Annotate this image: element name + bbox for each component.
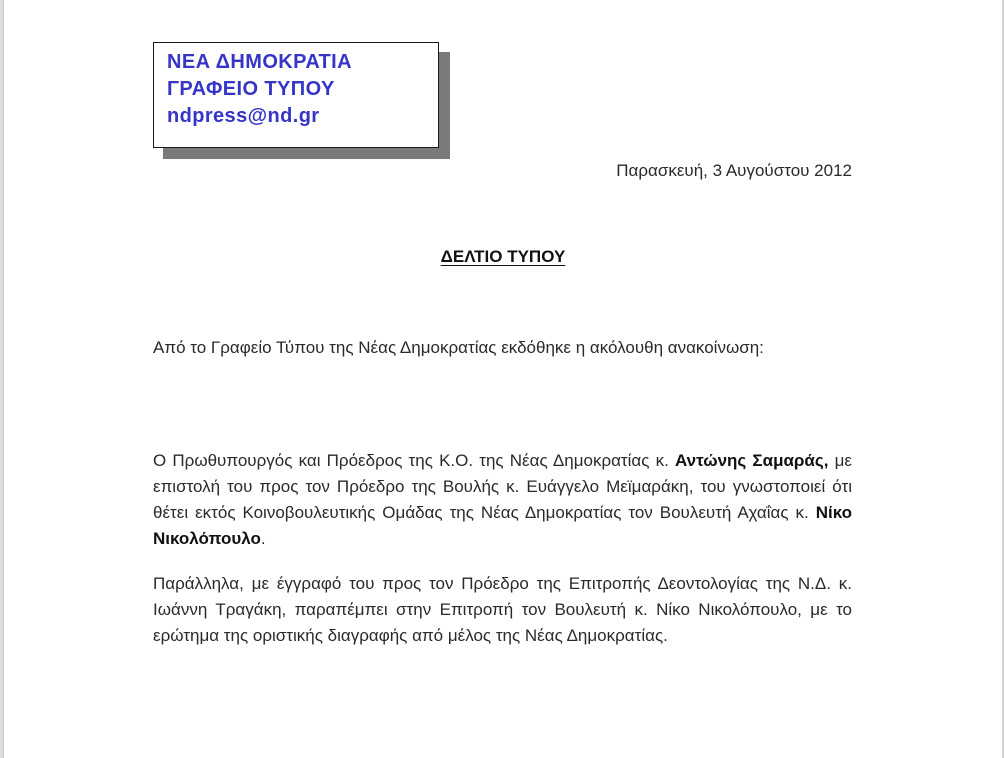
document-title: ΔΕΛΤΙΟ ΤΥΠΟΥ [440, 247, 566, 266]
page-edge-left [0, 0, 4, 758]
document-date: Παρασκευή, 3 Αυγούστου 2012 [616, 161, 852, 180]
bold-name-samaras: Αντώνης Σαμαράς, [675, 451, 829, 470]
paragraph-intro: Από το Γραφείο Τύπου της Νέας Δημοκρατίας εκδόθηκε η ακόλουθη ανακοίνωση: [153, 338, 764, 357]
paragraph-text: με επιστολή του προς τον Πρόεδρο της Βουλής κ. Ευάγγελο Μεϊμαράκη, του γνωστοποιεί ότι θέτει εκτός Κοινοβουλευτικής Ομάδας της Νέας Δημοκρατίας τον Βουλευτή Αχαΐας κ. [153, 451, 852, 522]
letterhead-email: ndpress@nd.gr [167, 105, 320, 127]
letterhead-box [153, 42, 439, 148]
bold-name-nikolopoulos: Νίκο Νικολόπουλο [153, 503, 852, 548]
paragraph-referral: Παράλληλα, με έγγραφό του προς τον Πρόεδρο της Επιτροπής Δεοντολογίας της Ν.Δ. κ. Ιωάννη Τραγάκη, παραπέμπει στην Επιτροπή τον Βουλευτή κ. Νίκο Νικολόπουλο, με το ερώτημα της οριστικής διαγραφής από μέλος της Νέας Δημοκρατίας. [153, 574, 852, 645]
letterhead-press-office: ΓΡΑΦΕΙΟ ΤΥΠΟΥ [167, 78, 335, 100]
letterhead-party-name: ΝΕΑ ΔΗΜΟΚΡΑΤΙΑ [167, 51, 352, 73]
paragraph-announcement [153, 448, 852, 552]
paragraph-text: Ο Πρωθυπουργός και Πρόεδρος της Κ.Ο. της Νέας Δημοκρατίας κ. [153, 451, 675, 470]
paragraph-text: . [260, 529, 266, 548]
